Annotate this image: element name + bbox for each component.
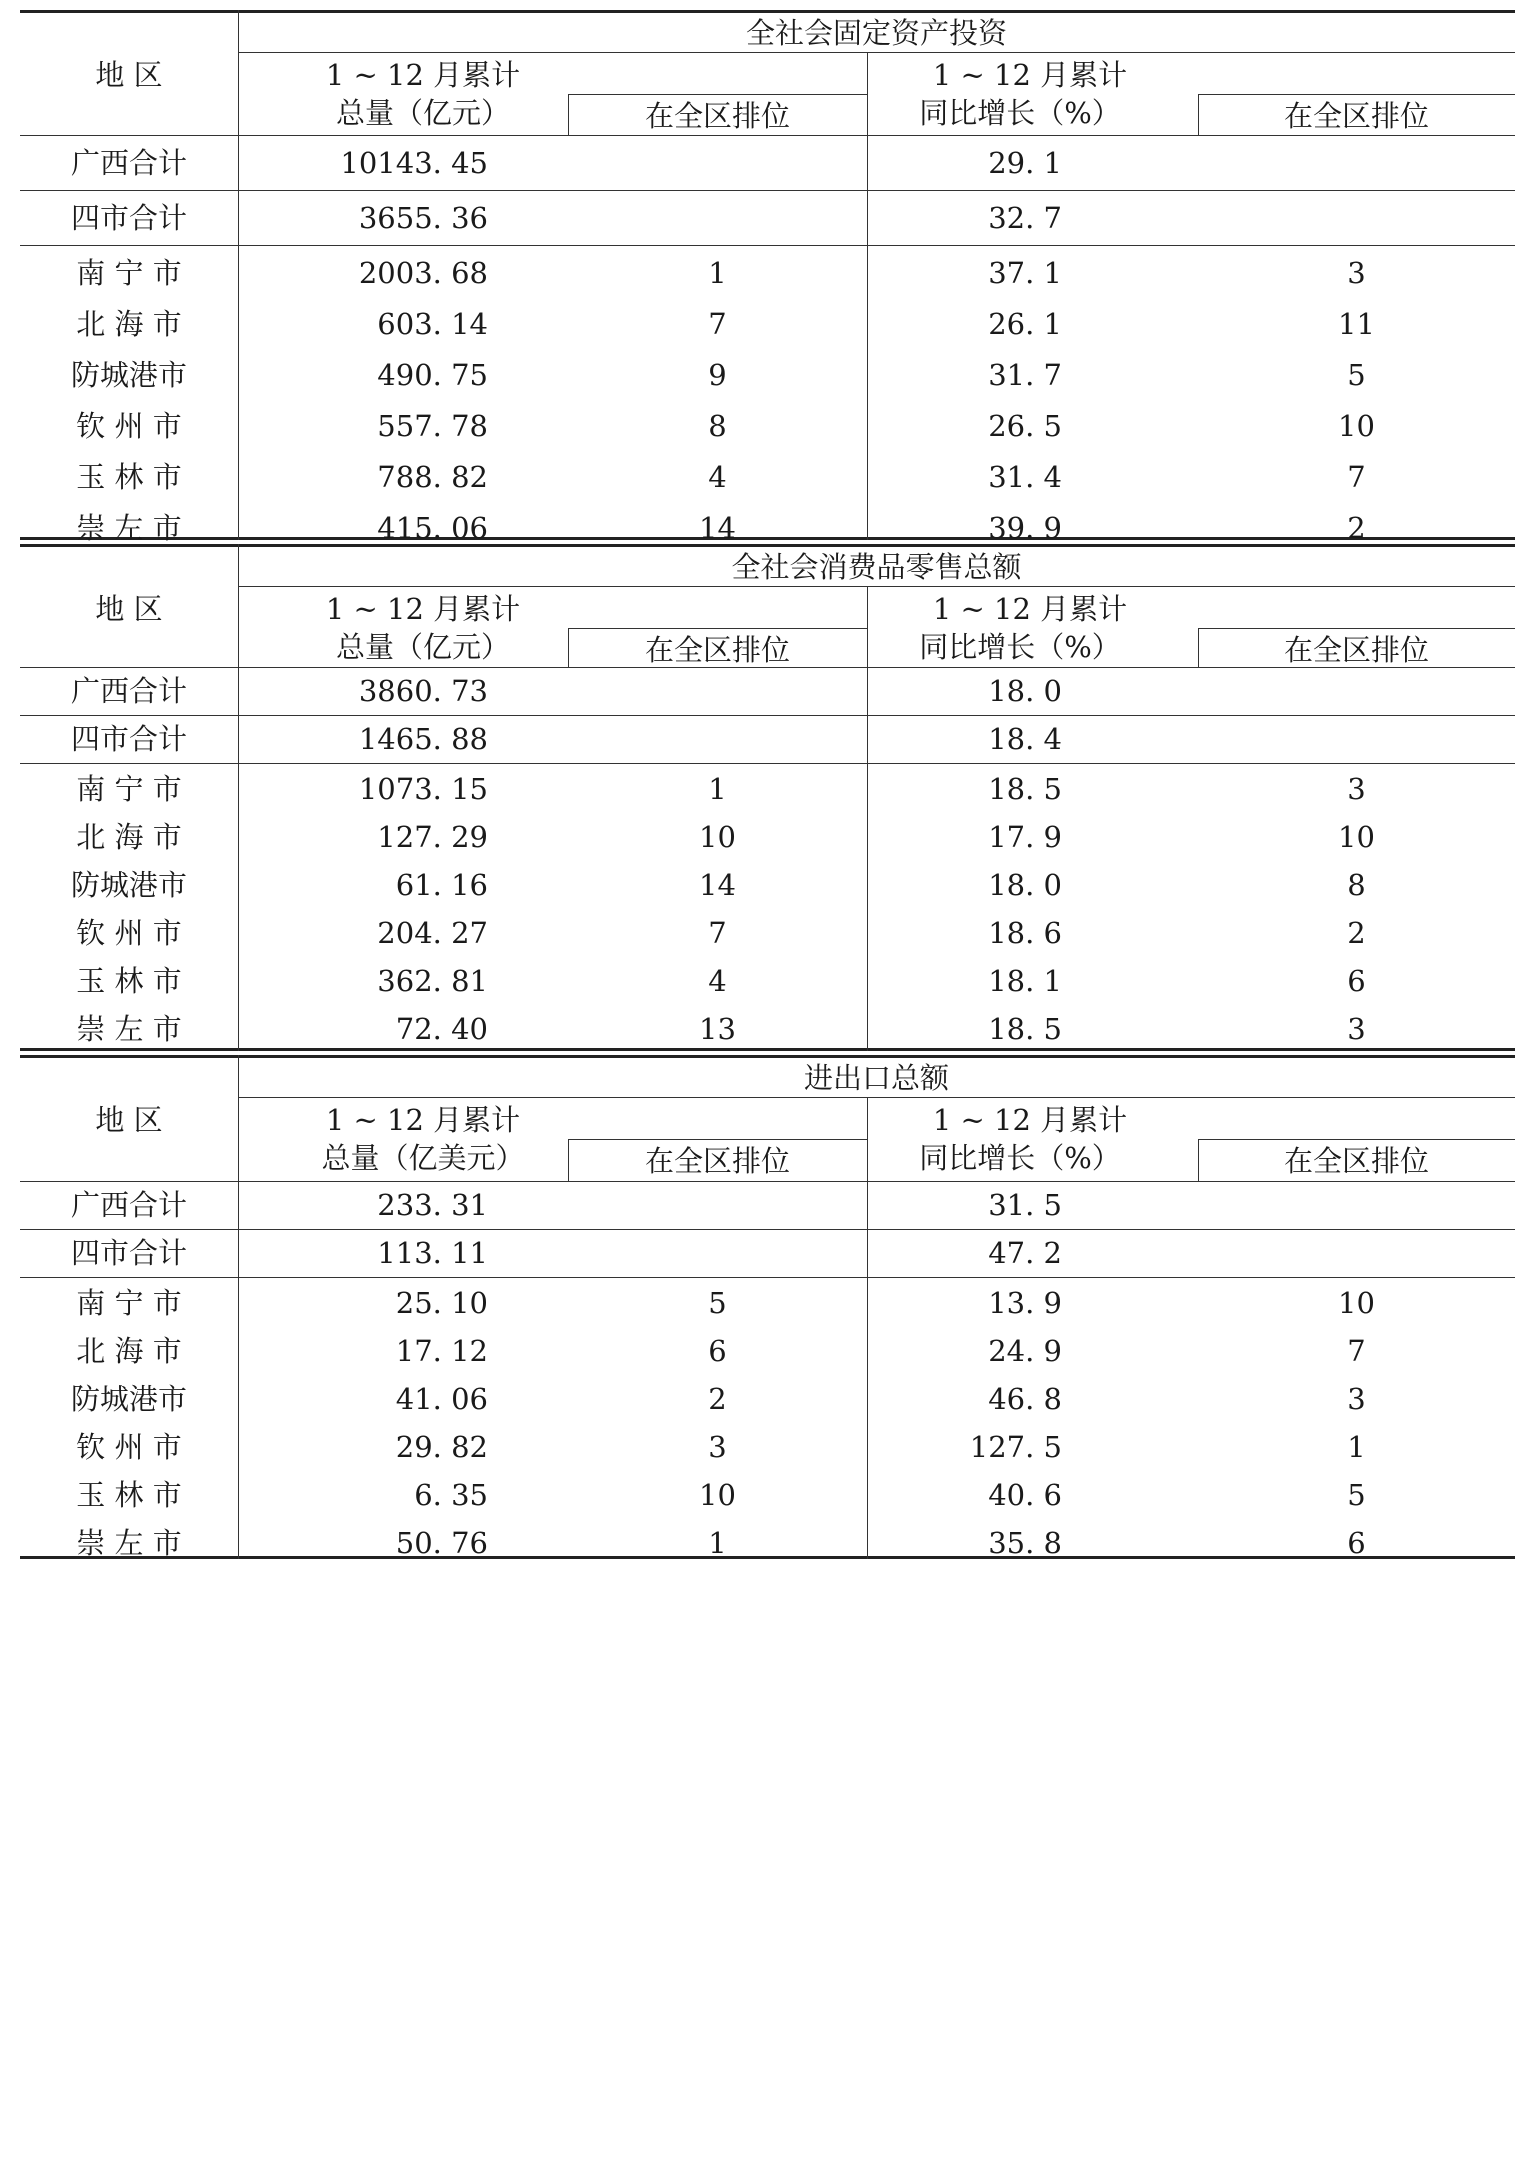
- growth-header: 同比增长（%）: [919, 96, 1121, 130]
- city-rank: 6: [708, 1334, 727, 1368]
- summary-region: 广西合计: [70, 1188, 187, 1222]
- section-title: 进出口总额: [803, 1061, 949, 1095]
- city-region: 崇 左 市: [76, 1526, 182, 1560]
- city-rank: 7: [708, 307, 727, 341]
- city-total: 72. 40: [395, 1012, 488, 1046]
- section-top-rule: [20, 544, 1515, 547]
- row-rule: [20, 1229, 1515, 1230]
- section-top-rule: [20, 10, 1515, 13]
- city-growth-rank: 6: [1347, 1526, 1366, 1560]
- city-growth-rank: 10: [1338, 1286, 1375, 1320]
- section-title: 全社会固定资产投资: [745, 16, 1007, 50]
- city-growth: 13. 9: [988, 1286, 1062, 1320]
- header-rule: [568, 1139, 867, 1140]
- summary-total: 233. 31: [377, 1188, 488, 1222]
- city-total: 50. 76: [395, 1526, 488, 1560]
- city-growth-rank: 2: [1347, 511, 1366, 545]
- city-total: 29. 82: [395, 1430, 488, 1464]
- cumulative-label: 1 ~ 12 月累计: [932, 592, 1128, 626]
- city-rank: 2: [708, 1382, 727, 1416]
- total-header: 总量（亿元）: [335, 630, 510, 664]
- total-header: 总量（亿元）: [335, 96, 510, 130]
- city-growth: 127. 5: [969, 1430, 1062, 1464]
- city-total: 362. 81: [377, 964, 488, 998]
- rank-header: 在全区排位: [1283, 99, 1429, 133]
- city-rank: 4: [708, 460, 727, 494]
- city-rank: 3: [708, 1430, 727, 1464]
- city-growth-rank: 7: [1347, 1334, 1366, 1368]
- city-growth-rank: 3: [1347, 1382, 1366, 1416]
- header-rule: [568, 94, 867, 95]
- header-rule: [1198, 94, 1515, 95]
- city-rank: 4: [708, 964, 727, 998]
- city-rank: 7: [708, 916, 727, 950]
- cumulative-label: 1 ~ 12 月累计: [325, 58, 521, 92]
- summary-growth: 18. 4: [988, 722, 1062, 756]
- growth-header: 同比增长（%）: [919, 630, 1121, 664]
- city-growth: 37. 1: [988, 256, 1062, 290]
- header-bottom-rule: [20, 667, 1515, 668]
- city-region: 北 海 市: [76, 307, 182, 341]
- city-growth: 40. 6: [988, 1478, 1062, 1512]
- city-region: 崇 左 市: [76, 1012, 182, 1046]
- city-rank: 1: [708, 772, 727, 806]
- city-total: 127. 29: [377, 820, 488, 854]
- rank-header: 在全区排位: [644, 633, 790, 667]
- city-total: 415. 06: [377, 511, 488, 545]
- city-total: 6. 35: [414, 1478, 488, 1512]
- city-rank: 8: [708, 409, 727, 443]
- city-region: 北 海 市: [76, 820, 182, 854]
- city-total: 17. 12: [395, 1334, 488, 1368]
- city-growth-rank: 5: [1347, 358, 1366, 392]
- row-rule: [20, 190, 1515, 191]
- city-region: 玉 林 市: [76, 964, 182, 998]
- city-rank: 10: [699, 820, 736, 854]
- city-growth: 26. 1: [988, 307, 1062, 341]
- city-region: 南 宁 市: [76, 1286, 182, 1320]
- summary-total: 10143. 45: [340, 146, 488, 180]
- city-growth-rank: 2: [1347, 916, 1366, 950]
- city-rank: 1: [708, 1526, 727, 1560]
- cumulative-label: 1 ~ 12 月累计: [932, 58, 1128, 92]
- city-region: 钦 州 市: [76, 409, 182, 443]
- city-growth: 18. 1: [988, 964, 1062, 998]
- city-total: 2003. 68: [358, 256, 488, 290]
- rank-header: 在全区排位: [644, 99, 790, 133]
- rank-header: 在全区排位: [1283, 633, 1429, 667]
- header-rule: [238, 52, 1515, 53]
- city-growth: 18. 5: [988, 772, 1062, 806]
- summary-growth: 47. 2: [988, 1236, 1062, 1270]
- summary-growth: 18. 0: [988, 674, 1062, 708]
- summary-growth: 29. 1: [988, 146, 1062, 180]
- region-header: 地 区: [95, 1103, 163, 1137]
- city-rank: 9: [708, 358, 727, 392]
- city-total: 788. 82: [377, 460, 488, 494]
- city-rank: 14: [699, 511, 736, 545]
- city-growth-rank: 11: [1338, 307, 1375, 341]
- city-growth-rank: 10: [1338, 409, 1375, 443]
- city-growth: 26. 5: [988, 409, 1062, 443]
- region-header: 地 区: [95, 58, 163, 92]
- city-total: 603. 14: [377, 307, 488, 341]
- city-growth: 24. 9: [988, 1334, 1062, 1368]
- city-growth: 31. 7: [988, 358, 1062, 392]
- city-region: 崇 左 市: [76, 511, 182, 545]
- region-header: 地 区: [95, 592, 163, 626]
- city-total: 61. 16: [395, 868, 488, 902]
- summary-total: 3860. 73: [358, 674, 488, 708]
- summary-region: 广西合计: [70, 146, 187, 180]
- city-growth-rank: 8: [1347, 868, 1366, 902]
- city-growth: 17. 9: [988, 820, 1062, 854]
- city-rank: 1: [708, 256, 727, 290]
- city-growth: 46. 8: [988, 1382, 1062, 1416]
- city-region: 南 宁 市: [76, 256, 182, 290]
- city-total: 490. 75: [377, 358, 488, 392]
- city-region: 防城港市: [70, 1382, 187, 1416]
- section-top-rule: [20, 1055, 1515, 1058]
- city-rank: 5: [708, 1286, 727, 1320]
- city-growth-rank: 10: [1338, 820, 1375, 854]
- cumulative-label: 1 ~ 12 月累计: [325, 592, 521, 626]
- city-growth-rank: 6: [1347, 964, 1366, 998]
- city-growth-rank: 3: [1347, 256, 1366, 290]
- section-bottom-rule: [20, 1048, 1515, 1051]
- row-rule: [20, 245, 1515, 246]
- header-rule: [1198, 1139, 1515, 1140]
- city-rank: 10: [699, 1478, 736, 1512]
- table-section: [20, 544, 1515, 1051]
- city-region: 南 宁 市: [76, 772, 182, 806]
- rank-header: 在全区排位: [644, 1144, 790, 1178]
- city-rank: 13: [699, 1012, 736, 1046]
- summary-region: 四市合计: [70, 1236, 187, 1270]
- city-region: 北 海 市: [76, 1334, 182, 1368]
- city-total: 204. 27: [377, 916, 488, 950]
- city-growth-rank: 3: [1347, 772, 1366, 806]
- city-growth-rank: 3: [1347, 1012, 1366, 1046]
- city-growth: 35. 8: [988, 1526, 1062, 1560]
- city-growth: 39. 9: [988, 511, 1062, 545]
- city-total: 557. 78: [377, 409, 488, 443]
- city-growth-rank: 1: [1347, 1430, 1366, 1464]
- summary-region: 四市合计: [70, 201, 187, 235]
- city-growth: 18. 5: [988, 1012, 1062, 1046]
- summary-region: 广西合计: [70, 674, 187, 708]
- cumulative-label: 1 ~ 12 月累计: [932, 1103, 1128, 1137]
- city-region: 防城港市: [70, 868, 187, 902]
- header-rule: [568, 628, 867, 629]
- header-bottom-rule: [20, 1181, 1515, 1182]
- city-total: 1073. 15: [358, 772, 488, 806]
- city-growth: 18. 0: [988, 868, 1062, 902]
- summary-growth: 32. 7: [988, 201, 1062, 235]
- summary-total: 1465. 88: [358, 722, 488, 756]
- header-rule: [1198, 628, 1515, 629]
- city-total: 25. 10: [395, 1286, 488, 1320]
- city-total: 41. 06: [395, 1382, 488, 1416]
- table-section: [20, 10, 1515, 545]
- total-header: 总量（亿美元）: [321, 1141, 525, 1175]
- city-region: 防城港市: [70, 358, 187, 392]
- summary-total: 3655. 36: [358, 201, 488, 235]
- growth-header: 同比增长（%）: [919, 1141, 1121, 1175]
- city-growth-rank: 5: [1347, 1478, 1366, 1512]
- city-rank: 14: [699, 868, 736, 902]
- row-rule: [20, 763, 1515, 764]
- header-rule: [238, 1097, 1515, 1098]
- city-region: 钦 州 市: [76, 916, 182, 950]
- city-growth: 18. 6: [988, 916, 1062, 950]
- city-region: 玉 林 市: [76, 460, 182, 494]
- row-rule: [20, 1277, 1515, 1278]
- section-title: 全社会消费品零售总额: [731, 550, 1022, 584]
- city-growth-rank: 7: [1347, 460, 1366, 494]
- rank-header: 在全区排位: [1283, 1144, 1429, 1178]
- city-growth: 31. 4: [988, 460, 1062, 494]
- summary-region: 四市合计: [70, 722, 187, 756]
- header-bottom-rule: [20, 135, 1515, 136]
- city-region: 钦 州 市: [76, 1430, 182, 1464]
- cumulative-label: 1 ~ 12 月累计: [325, 1103, 521, 1137]
- header-rule: [238, 586, 1515, 587]
- row-rule: [20, 715, 1515, 716]
- summary-growth: 31. 5: [988, 1188, 1062, 1222]
- table-section: [20, 1055, 1515, 1559]
- summary-total: 113. 11: [377, 1236, 488, 1270]
- city-region: 玉 林 市: [76, 1478, 182, 1512]
